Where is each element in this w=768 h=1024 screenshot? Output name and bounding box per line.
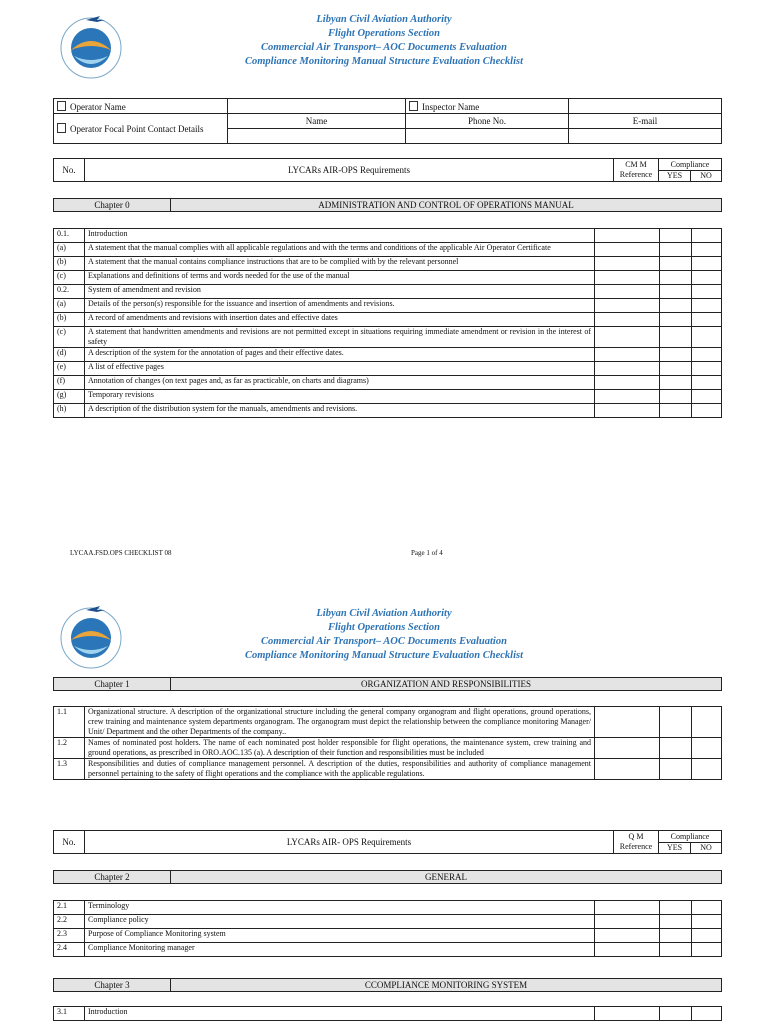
col-yes: YES [659,843,691,854]
row-number: (a) [54,299,85,313]
checklist-title: Compliance Monitoring Manual Structure Evaluation Checklist [244,56,524,67]
row-number: (a) [54,243,85,257]
col-no: No. [54,831,85,854]
reference-field[interactable] [595,901,660,915]
compliance-yes-field[interactable] [660,707,692,738]
row-number: (b) [54,313,85,327]
requirement-text: Details of the person(s) responsible for the issuance and insertion of amendments and revisions. [85,299,595,313]
requirement-row [54,915,722,929]
row-number: 2.2 [54,915,85,929]
compliance-no-field[interactable] [692,243,722,257]
reference-field[interactable] [595,243,660,257]
requirement-text: Temporary revisions [85,390,595,404]
row-number: 0.1. [54,229,85,243]
requirement-row [54,327,722,348]
requirement-text: A statement that the manual complies with all applicable regulations and with the terms and conditions of the applicable Air Operator Certificate [85,243,595,257]
compliance-yes-field[interactable] [660,943,692,957]
reference-field[interactable] [595,738,660,759]
requirement-text: Organizational structure. A description of the organizational structure including the general company organogram and flight operations, ground operations, crew training and maintenance system departments organogram. The organogram must depict the relationship between the compliance monitoring Manager/ Unit/ Department and the other Departments of the company.. [85,707,595,738]
focal-email-field[interactable] [569,129,722,144]
col-compliance: Compliance [659,831,722,843]
focal-point-label[interactable]: Operator Focal Point Contact Details [54,114,228,144]
reference-field[interactable] [595,1007,660,1021]
row-number: 2.1 [54,901,85,915]
requirement-row [54,285,722,299]
requirements-column-header [53,830,722,854]
chapter-label: Chapter 3 [54,979,171,992]
requirement-row [54,271,722,285]
compliance-no-field[interactable] [692,738,722,759]
requirement-row [54,299,722,313]
chapter-2-banner [53,870,722,884]
operator-info-table [53,98,722,144]
chapter-3-banner [53,978,722,992]
operator-name-label[interactable]: Operator Name [54,99,228,114]
row-number: 0.2. [54,285,85,299]
authority-title: Libyan Civil Aviation Authority [316,14,452,25]
compliance-yes-field[interactable] [660,929,692,943]
compliance-no-field[interactable] [692,707,722,738]
focal-phone-field[interactable] [406,129,569,144]
row-number: (c) [54,327,85,348]
compliance-yes-field[interactable] [660,229,692,243]
reference-field[interactable] [595,707,660,738]
col-compliance: Compliance [659,159,722,171]
requirement-row [54,738,722,759]
compliance-no-field[interactable] [692,327,722,348]
reference-field[interactable] [595,257,660,271]
requirement-text: Terminology [85,901,595,915]
reference-field[interactable] [595,299,660,313]
lycaa-emblem-icon [56,602,126,672]
requirement-row [54,229,722,243]
col-no-answer: NO [691,171,722,182]
requirement-row [54,943,722,957]
requirement-text: Explanations and definitions of terms and words needed for the use of the manual [85,271,595,285]
requirement-row [54,348,722,362]
page2-header [134,607,634,663]
requirement-text: A record of amendments and revisions with insertion dates and effective dates [85,313,595,327]
requirement-row [54,759,722,780]
lycaa-emblem-icon [56,12,126,82]
requirement-text: A statement that the manual contains compliance instructions that are to be complied with by the relevant personnel [85,257,595,271]
compliance-yes-field[interactable] [660,257,692,271]
row-number: (c) [54,271,85,285]
requirement-text: A statement that handwritten amendments and revisions are not permitted except in situations requiring immediate amendment or revision in the interest of safety [85,327,595,348]
inspector-name-label[interactable]: Inspector Name [406,99,569,114]
compliance-no-field[interactable] [692,229,722,243]
chapter-label: Chapter 1 [54,678,171,691]
row-number: 1.1 [54,707,85,738]
col-requirements: LYCARs AIR- OPS Requirements [85,831,614,854]
requirement-row [54,390,722,404]
compliance-yes-field[interactable] [660,1007,692,1021]
compliance-yes-field[interactable] [660,376,692,390]
compliance-no-field[interactable] [692,376,722,390]
operator-name-field[interactable] [228,99,406,114]
requirement-text: Purpose of Compliance Monitoring system [85,929,595,943]
compliance-no-field[interactable] [692,299,722,313]
row-number: (d) [54,348,85,362]
section-title: Flight Operations Section [327,622,441,633]
phone-header: Phone No. [406,114,569,129]
requirement-text: Introduction [85,229,595,243]
col-no-answer: NO [691,843,722,854]
compliance-yes-field[interactable] [660,362,692,376]
compliance-no-field[interactable] [692,362,722,376]
requirement-text: Names of nominated post holders. The name of each nominated post holder responsible for flight operations, the maintenance system, crew training and ground operations, as prescribed in ORO.AOC.135 (a). A description of their function and responsibilities must be included [85,738,595,759]
compliance-no-field[interactable] [692,313,722,327]
requirement-text: A description of the distribution system for the manuals, amendments and revisions. [85,404,595,418]
reference-field[interactable] [595,915,660,929]
requirement-text: Compliance Monitoring manager [85,943,595,957]
checkbox-icon[interactable] [409,101,418,111]
focal-name-field[interactable] [228,129,406,144]
reference-field[interactable] [595,390,660,404]
compliance-yes-field[interactable] [660,348,692,362]
compliance-no-field[interactable] [692,929,722,943]
compliance-no-field[interactable] [692,901,722,915]
chapter-label: Chapter 0 [54,199,171,212]
doc-id: LYCAA.FSD.OPS CHECKLIST 08 [70,549,172,557]
compliance-no-field[interactable] [692,943,722,957]
chapter-title: GENERAL [171,871,722,884]
reference-field[interactable] [595,362,660,376]
requirement-row [54,404,722,418]
reference-field[interactable] [595,271,660,285]
page-number: Page 1 of 4 [411,549,443,557]
compliance-no-field[interactable] [692,759,722,780]
row-number: (f) [54,376,85,390]
requirement-row [54,257,722,271]
compliance-yes-field[interactable] [660,243,692,257]
requirement-text: Introduction [85,1007,595,1021]
requirement-row [54,376,722,390]
row-number: 3.1 [54,1007,85,1021]
chapter-0-table [53,228,722,418]
compliance-no-field[interactable] [692,1007,722,1021]
reference-field[interactable] [595,327,660,348]
chapter-0-banner [53,198,722,212]
requirement-text: Annotation of changes (on text pages and, as far as practicable, on charts and diagrams) [85,376,595,390]
chapter-2-table [53,900,722,957]
requirement-row [54,707,722,738]
requirement-row [54,1007,722,1021]
evaluation-title: Commercial Air Transport– AOC Documents Evaluation [261,636,507,647]
requirements-column-header [53,158,722,182]
page1-header [134,13,634,69]
reference-field[interactable] [595,285,660,299]
requirement-text: System of amendment and revision [85,285,595,299]
row-number: (b) [54,257,85,271]
compliance-yes-field[interactable] [660,390,692,404]
requirement-row [54,243,722,257]
inspector-name-field[interactable] [569,99,722,114]
reference-field[interactable] [595,943,660,957]
col-reference: Q M Reference [614,831,659,854]
reference-field[interactable] [595,929,660,943]
chapter-title: ADMINISTRATION AND CONTROL OF OPERATIONS MANUAL [171,199,722,212]
chapter-label: Chapter 2 [54,871,171,884]
compliance-yes-field[interactable] [660,285,692,299]
compliance-yes-field[interactable] [660,313,692,327]
compliance-no-field[interactable] [692,285,722,299]
reference-field[interactable] [595,229,660,243]
section-title: Flight Operations Section [327,28,441,39]
row-number: 1.2 [54,738,85,759]
row-number: 2.4 [54,943,85,957]
compliance-yes-field[interactable] [660,738,692,759]
lycaa-logo [56,602,126,677]
col-no: No. [54,159,85,182]
lycaa-logo [56,12,126,87]
compliance-yes-field[interactable] [660,404,692,418]
requirement-row [54,901,722,915]
chapter-title: ORGANIZATION AND RESPONSIBILITIES [171,678,722,691]
compliance-yes-field[interactable] [660,271,692,285]
compliance-no-field[interactable] [692,257,722,271]
requirement-text: Responsibilities and duties of compliance management personnel. A description of the duties, responsibilities and authority of compliance management personnel pertaining to the safety of flight operations and the compliance with the applicable regulations. [85,759,595,780]
chapter-1-banner [53,677,722,691]
chapter-1-table [53,706,722,780]
compliance-yes-field[interactable] [660,901,692,915]
requirement-text: Compliance policy [85,915,595,929]
row-number: 2.3 [54,929,85,943]
evaluation-title: Commercial Air Transport– AOC Documents Evaluation [261,42,507,53]
row-number: (h) [54,404,85,418]
reference-field[interactable] [595,348,660,362]
name-header: Name [228,114,406,129]
compliance-no-field[interactable] [692,348,722,362]
row-number: (e) [54,362,85,376]
reference-field[interactable] [595,313,660,327]
email-header: E-mail [569,114,722,129]
compliance-yes-field[interactable] [660,915,692,929]
reference-field[interactable] [595,376,660,390]
col-requirements: LYCARs AIR-OPS Requirements [85,159,614,182]
row-number: 1.3 [54,759,85,780]
compliance-yes-field[interactable] [660,327,692,348]
compliance-yes-field[interactable] [660,299,692,313]
requirement-text: A description of the system for the annotation of pages and their effective dates. [85,348,595,362]
requirement-row [54,362,722,376]
compliance-no-field[interactable] [692,404,722,418]
chapter-title: CCOMPLIANCE MONITORING SYSTEM [171,979,722,992]
compliance-no-field[interactable] [692,915,722,929]
authority-title: Libyan Civil Aviation Authority [316,608,452,619]
checkbox-icon[interactable] [57,123,66,133]
checkbox-icon[interactable] [57,101,66,111]
col-yes: YES [659,171,691,182]
requirement-row [54,313,722,327]
compliance-no-field[interactable] [692,390,722,404]
col-reference: CM M Reference [614,159,659,182]
checklist-title: Compliance Monitoring Manual Structure Evaluation Checklist [244,650,524,661]
reference-field[interactable] [595,759,660,780]
chapter-3-table [53,1006,722,1021]
row-number: (g) [54,390,85,404]
requirement-text: A list of effective pages [85,362,595,376]
compliance-yes-field[interactable] [660,759,692,780]
compliance-no-field[interactable] [692,271,722,285]
reference-field[interactable] [595,404,660,418]
requirement-row [54,929,722,943]
